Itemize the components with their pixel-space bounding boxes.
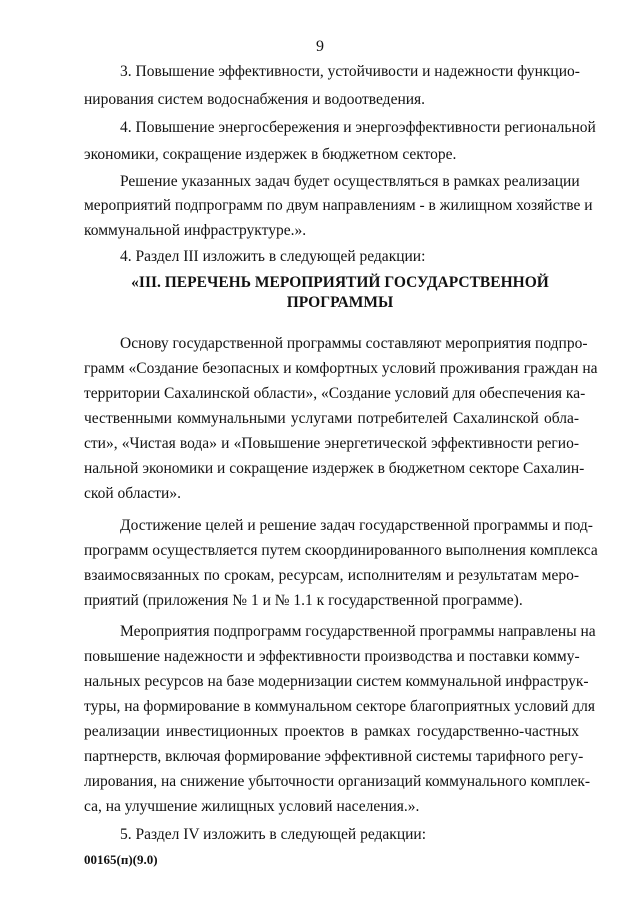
text-line: сти», «Чистая вода» и «Повышение энергетической эффективности регио-	[84, 435, 579, 452]
text-line: программ осуществляется путем скоординированного выполнения комплекса	[84, 542, 598, 559]
text-line: Достижение целей и решение задач государственной программы и под-	[120, 517, 593, 534]
section-heading-line-2: ПРОГРАММЫ	[286, 294, 394, 311]
page-number: 9	[316, 38, 324, 55]
section-heading-line-1: «III. ПЕРЕЧЕНЬ МЕРОПРИЯТИЙ ГОСУДАРСТВЕННОЙ	[131, 274, 549, 291]
text-line: Мероприятия подпрограмм государственной программы направлены на	[120, 623, 596, 640]
text-line: взаимосвязанных по срокам, ресурсам, исполнителям и результатам меро-	[84, 567, 579, 584]
text-line: мероприятий подпрограмм по двум направлениям - в жилищном хозяйстве и	[84, 197, 593, 214]
text-line: территории Сахалинской области», «Создание условий для обеспечения ка-	[84, 385, 586, 402]
text-line: нирования систем водоснабжения и водоотведения.	[84, 91, 426, 108]
text-line: грамм «Создание безопасных и комфортных условий проживания граждан на	[84, 360, 598, 377]
text-line: повышение надежности и эффективности производства и поставки комму-	[84, 648, 580, 665]
text-line: приятий (приложения № 1 и № 1.1 к государственной программе).	[84, 592, 523, 609]
text-line: Основу государственной программы составляют мероприятия подпро-	[120, 335, 588, 352]
text-line: лирования, на снижение убыточности организаций коммунального комплек-	[84, 773, 591, 790]
text-line: 4. Раздел III изложить в следующей редакции:	[120, 248, 426, 265]
text-line: 4. Повышение энергосбережения и энергоэффективности региональной	[120, 119, 596, 136]
text-line: нальной экономики и сокращение издержек в бюджетном секторе Сахалин-	[84, 460, 585, 477]
text-line: партнерств, включая формирование эффективной системы тарифного регу-	[84, 748, 584, 765]
document-code: 00165(п)(9.0)	[84, 852, 158, 867]
text-line: реализации инвестиционных проектов в рамках государственно-частных	[84, 723, 579, 740]
text-line: чественными коммунальными услугами потребителей Сахалинской обла-	[84, 410, 579, 427]
text-line: туры, на формирование в коммунальном секторе благоприятных условий для	[84, 698, 596, 715]
text-line: коммунальной инфраструктуре.».	[84, 222, 307, 239]
text-line: са, на улучшение жилищных условий населения.».	[84, 798, 420, 815]
text-line: 3. Повышение эффективности, устойчивости и надежности функцио-	[120, 63, 580, 80]
text-line: ской области».	[84, 485, 181, 502]
text-line: Решение указанных задач будет осуществляться в рамках реализации	[120, 173, 580, 190]
text-line: экономики, сокращение издержек в бюджетном секторе.	[84, 146, 457, 163]
text-line: 5. Раздел IV изложить в следующей редакции:	[120, 826, 427, 843]
text-line: нальных ресурсов на базе модернизации систем коммунальной инфраструк-	[84, 673, 589, 690]
